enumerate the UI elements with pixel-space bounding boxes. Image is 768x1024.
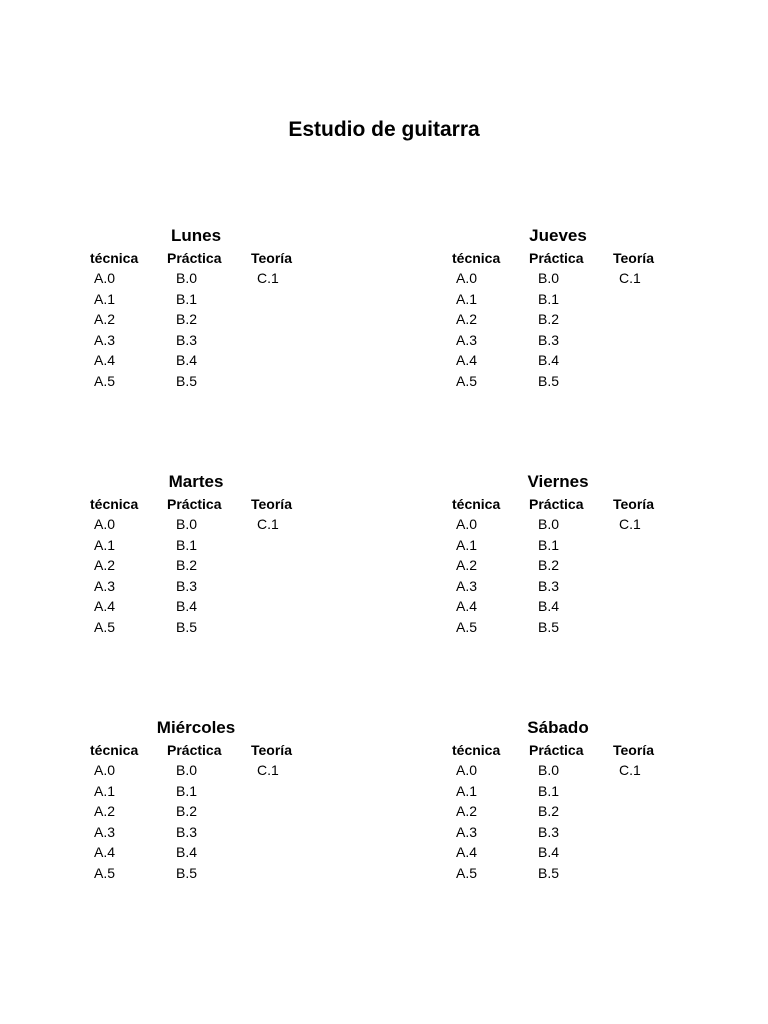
schedule-column xyxy=(167,248,221,391)
exercise-item: B.0 xyxy=(176,762,198,778)
exercise-item: B.2 xyxy=(176,311,198,327)
day-title: Martes xyxy=(168,472,224,491)
document-title: Estudio de guitarra xyxy=(288,118,480,141)
exercise-item: A.5 xyxy=(94,372,116,389)
day-title: Sábado xyxy=(527,718,589,737)
exercise-item: A.5 xyxy=(94,864,116,881)
exercise-item: B.3 xyxy=(176,823,198,840)
exercise-item: A.1 xyxy=(94,536,116,553)
exercise-item: B.0 xyxy=(538,762,560,778)
exercise-item: B.5 xyxy=(538,618,560,635)
schedule-column xyxy=(529,248,583,391)
exercise-item: B.3 xyxy=(538,823,560,840)
column-header: técnica xyxy=(452,496,501,512)
exercise-item: B.3 xyxy=(538,577,560,594)
exercise-item: B.0 xyxy=(538,516,560,532)
day-block xyxy=(90,225,330,395)
column-header: Práctica xyxy=(529,742,584,758)
exercise-item: B.3 xyxy=(538,331,560,348)
exercise-item: C.1 xyxy=(619,516,641,532)
column-header: Práctica xyxy=(167,742,222,758)
column-header: técnica xyxy=(90,742,139,758)
exercise-item: A.3 xyxy=(94,331,116,348)
exercise-item: B.3 xyxy=(176,577,198,594)
exercise-item: A.1 xyxy=(456,782,478,799)
exercise-item: B.2 xyxy=(538,557,560,573)
exercise-item: A.2 xyxy=(456,557,478,573)
column-header: Teoría xyxy=(251,250,292,266)
exercise-item: A.0 xyxy=(94,270,116,286)
exercise-item: C.1 xyxy=(619,270,641,286)
schedule-column xyxy=(167,494,221,637)
exercise-item: A.5 xyxy=(94,618,116,635)
day-block xyxy=(90,471,330,641)
schedule-column xyxy=(613,740,654,781)
exercise-item: A.3 xyxy=(456,577,478,594)
exercise-item: B.5 xyxy=(176,864,198,881)
day-title: Miércoles xyxy=(156,718,236,737)
schedule-column xyxy=(529,740,583,883)
schedule-column xyxy=(251,740,292,781)
exercise-item: A.4 xyxy=(94,598,116,614)
column-header: técnica xyxy=(452,250,501,266)
day-title: Lunes xyxy=(170,226,222,245)
exercise-item: B.5 xyxy=(176,372,198,389)
column-header: técnica xyxy=(452,742,501,758)
schedule-column xyxy=(251,248,292,289)
exercise-item: A.2 xyxy=(94,311,116,327)
exercise-item: B.1 xyxy=(176,290,198,307)
exercise-item: A.4 xyxy=(456,352,478,368)
exercise-item: A.4 xyxy=(456,598,478,614)
exercise-item: B.4 xyxy=(538,352,560,368)
exercise-item: A.3 xyxy=(94,577,116,594)
column-header: Teoría xyxy=(251,742,292,758)
schedule-column xyxy=(613,494,654,535)
exercise-item: B.4 xyxy=(176,352,198,368)
day-block xyxy=(452,225,692,395)
exercise-item: A.3 xyxy=(94,823,116,840)
exercise-item: B.2 xyxy=(176,803,198,819)
column-header: técnica xyxy=(90,250,139,266)
exercise-item: A.0 xyxy=(94,762,116,778)
column-header: Práctica xyxy=(529,250,584,266)
exercise-item: A.0 xyxy=(456,516,478,532)
exercise-item: B.0 xyxy=(538,270,560,286)
exercise-item: A.1 xyxy=(94,782,116,799)
exercise-item: A.2 xyxy=(456,311,478,327)
exercise-item: C.1 xyxy=(257,270,279,286)
schedule-column xyxy=(613,248,654,289)
exercise-item: B.1 xyxy=(538,782,560,799)
day-block xyxy=(452,471,692,641)
exercise-item: B.0 xyxy=(176,270,198,286)
exercise-item: A.2 xyxy=(94,803,116,819)
exercise-item: A.5 xyxy=(456,372,478,389)
exercise-item: A.1 xyxy=(456,536,478,553)
exercise-item: A.0 xyxy=(456,762,478,778)
exercise-item: A.2 xyxy=(94,557,116,573)
exercise-item: A.1 xyxy=(94,290,116,307)
exercise-item: A.4 xyxy=(94,352,116,368)
column-header: Teoría xyxy=(251,496,292,512)
column-header: Práctica xyxy=(529,496,584,512)
exercise-item: B.1 xyxy=(176,536,198,553)
exercise-item: A.5 xyxy=(456,618,478,635)
exercise-item: B.2 xyxy=(538,803,560,819)
column-header: Teoría xyxy=(613,496,654,512)
exercise-item: A.2 xyxy=(456,803,478,819)
schedule-column xyxy=(452,248,500,391)
column-header: técnica xyxy=(90,496,139,512)
exercise-item: A.0 xyxy=(456,270,478,286)
exercise-item: A.4 xyxy=(94,844,116,860)
exercise-item: B.5 xyxy=(176,618,198,635)
exercise-item: B.5 xyxy=(538,372,560,389)
column-header: Teoría xyxy=(613,250,654,266)
exercise-item: A.5 xyxy=(456,864,478,881)
schedule-column xyxy=(452,494,500,637)
exercise-item: C.1 xyxy=(257,516,279,532)
exercise-item: B.0 xyxy=(176,516,198,532)
exercise-item: B.4 xyxy=(176,844,198,860)
exercise-item: B.3 xyxy=(176,331,198,348)
exercise-item: B.2 xyxy=(176,557,198,573)
exercise-item: B.4 xyxy=(538,844,560,860)
exercise-item: B.2 xyxy=(538,311,560,327)
column-header: Práctica xyxy=(167,496,222,512)
day-block xyxy=(90,717,330,887)
exercise-item: C.1 xyxy=(257,762,279,778)
exercise-item: A.3 xyxy=(456,823,478,840)
schedule-column xyxy=(251,494,292,535)
exercise-item: A.1 xyxy=(456,290,478,307)
column-header: Teoría xyxy=(613,742,654,758)
exercise-item: B.1 xyxy=(538,290,560,307)
day-block xyxy=(452,717,692,887)
exercise-item: B.1 xyxy=(176,782,198,799)
exercise-item: B.4 xyxy=(176,598,198,614)
exercise-item: A.0 xyxy=(94,516,116,532)
exercise-item: B.4 xyxy=(538,598,560,614)
schedule-column xyxy=(167,740,221,883)
schedule-column xyxy=(90,740,138,883)
schedule-column xyxy=(529,494,583,637)
exercise-item: A.4 xyxy=(456,844,478,860)
schedule-column xyxy=(90,248,138,391)
column-header: Práctica xyxy=(167,250,222,266)
schedule-column xyxy=(452,740,500,883)
exercise-item: B.1 xyxy=(538,536,560,553)
exercise-item: C.1 xyxy=(619,762,641,778)
exercise-item: A.3 xyxy=(456,331,478,348)
day-title: Viernes xyxy=(527,472,589,491)
schedule-column xyxy=(90,494,138,637)
day-title: Jueves xyxy=(529,226,587,245)
exercise-item: B.5 xyxy=(538,864,560,881)
